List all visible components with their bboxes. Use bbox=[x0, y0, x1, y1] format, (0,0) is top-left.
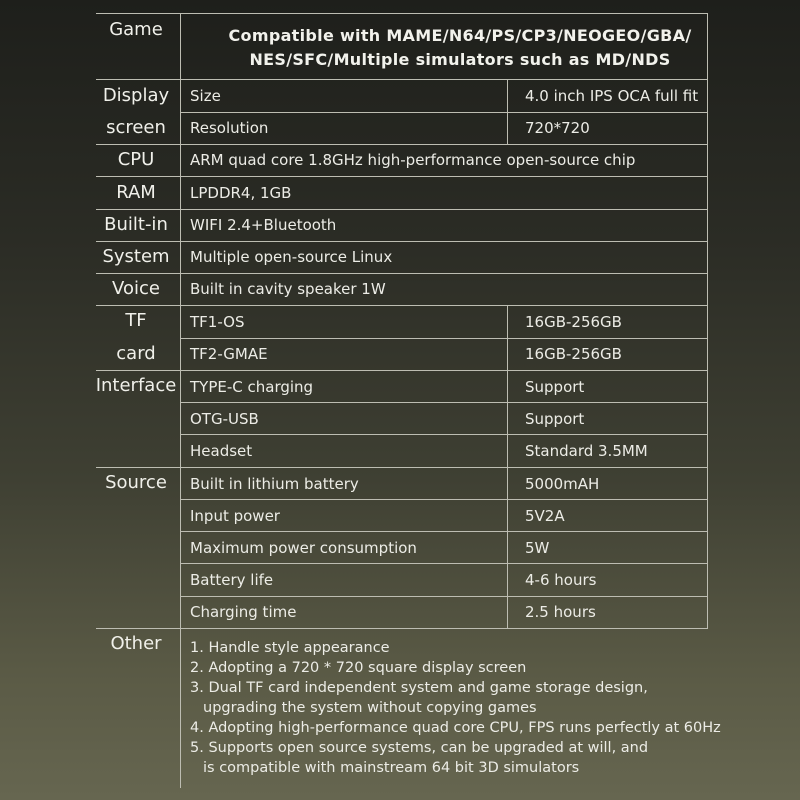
other-note-3b: upgrading the system without copying games bbox=[203, 700, 537, 716]
column-divider bbox=[507, 79, 508, 144]
tf2-value: 16GB-256GB bbox=[525, 345, 622, 363]
display-resolution-name: Resolution bbox=[190, 119, 269, 137]
column-divider bbox=[507, 370, 508, 628]
column-divider bbox=[180, 628, 181, 788]
row-divider bbox=[96, 370, 708, 371]
display-resolution-value: 720*720 bbox=[525, 119, 590, 137]
row-divider bbox=[96, 628, 708, 629]
ram-value: LPDDR4, 1GB bbox=[190, 184, 292, 202]
display-size-name: Size bbox=[190, 87, 221, 105]
game-compatibility-line2: NES/SFC/Multiple simulators such as MD/NDS bbox=[249, 50, 671, 69]
source-battery-name: Built in lithium battery bbox=[190, 475, 359, 493]
voice-label: Voice bbox=[112, 278, 160, 299]
ram-label: RAM bbox=[116, 182, 156, 203]
column-divider bbox=[180, 13, 181, 628]
source-battery-life-name: Battery life bbox=[190, 571, 274, 589]
source-charging-time-name: Charging time bbox=[190, 603, 297, 621]
other-note-2: 2. Adopting a 720 * 720 square display screen bbox=[190, 660, 527, 676]
other-note-5: 5. Supports open source systems, can be upgraded at will, and bbox=[190, 740, 649, 756]
voice-value: Built in cavity speaker 1W bbox=[190, 280, 386, 298]
row-divider bbox=[96, 241, 708, 242]
tf-label-line2: card bbox=[116, 343, 156, 364]
interface-otg-name: OTG-USB bbox=[190, 410, 259, 428]
game-label: Game bbox=[109, 19, 163, 40]
source-label: Source bbox=[105, 472, 167, 493]
display-size-value: 4.0 inch IPS OCA full fit bbox=[525, 87, 699, 105]
other-note-3: 3. Dual TF card independent system and game storage design, bbox=[190, 680, 648, 696]
interface-headset-value: Standard 3.5MM bbox=[525, 442, 648, 460]
row-divider bbox=[96, 467, 708, 468]
other-note-5b: is compatible with mainstream 64 bit 3D simulators bbox=[203, 760, 580, 776]
tf2-name: TF2-GMAE bbox=[190, 345, 268, 363]
source-battery-value: 5000mAH bbox=[525, 475, 600, 493]
display-label-line1: Display bbox=[102, 85, 170, 106]
interface-headset-name: Headset bbox=[190, 442, 253, 460]
row-divider bbox=[96, 209, 708, 210]
cpu-value: ARM quad core 1.8GHz high-performance open-source chip bbox=[190, 151, 636, 169]
column-divider bbox=[507, 305, 508, 370]
source-battery-life-value: 4-6 hours bbox=[525, 571, 597, 589]
interface-typec-name: TYPE-C charging bbox=[190, 378, 314, 396]
source-input-power-value: 5V2A bbox=[525, 507, 565, 525]
source-max-power-value: 5W bbox=[525, 539, 550, 557]
system-value: Multiple open-source Linux bbox=[190, 248, 393, 266]
other-note-4: 4. Adopting high-performance quad core CPU, FPS runs perfectly at 60Hz bbox=[190, 720, 721, 736]
game-compatibility-line1: Compatible with MAME/N64/PS/CP3/NEOGEO/GBA/ bbox=[228, 26, 692, 45]
other-note-1: 1. Handle style appearance bbox=[190, 640, 390, 656]
row-divider bbox=[96, 273, 708, 274]
row-divider bbox=[96, 13, 708, 14]
display-label-line2: screen bbox=[106, 117, 166, 138]
source-charging-time-value: 2.5 hours bbox=[525, 603, 596, 621]
system-label: System bbox=[102, 246, 170, 267]
interface-typec-value: Support bbox=[525, 378, 585, 396]
interface-label: Interface bbox=[95, 375, 177, 396]
cpu-label: CPU bbox=[117, 149, 155, 170]
column-divider bbox=[707, 13, 708, 628]
tf1-value: 16GB-256GB bbox=[525, 313, 622, 331]
interface-otg-value: Support bbox=[525, 410, 585, 428]
builtin-label: Built-in bbox=[104, 214, 168, 235]
builtin-value: WIFI 2.4+Bluetooth bbox=[190, 216, 337, 234]
other-label: Other bbox=[110, 633, 162, 654]
tf-label-line1: TF bbox=[125, 310, 147, 331]
tf1-name: TF1-OS bbox=[190, 313, 245, 331]
source-input-power-name: Input power bbox=[190, 507, 280, 525]
source-max-power-name: Maximum power consumption bbox=[190, 539, 417, 557]
row-divider bbox=[96, 176, 708, 177]
